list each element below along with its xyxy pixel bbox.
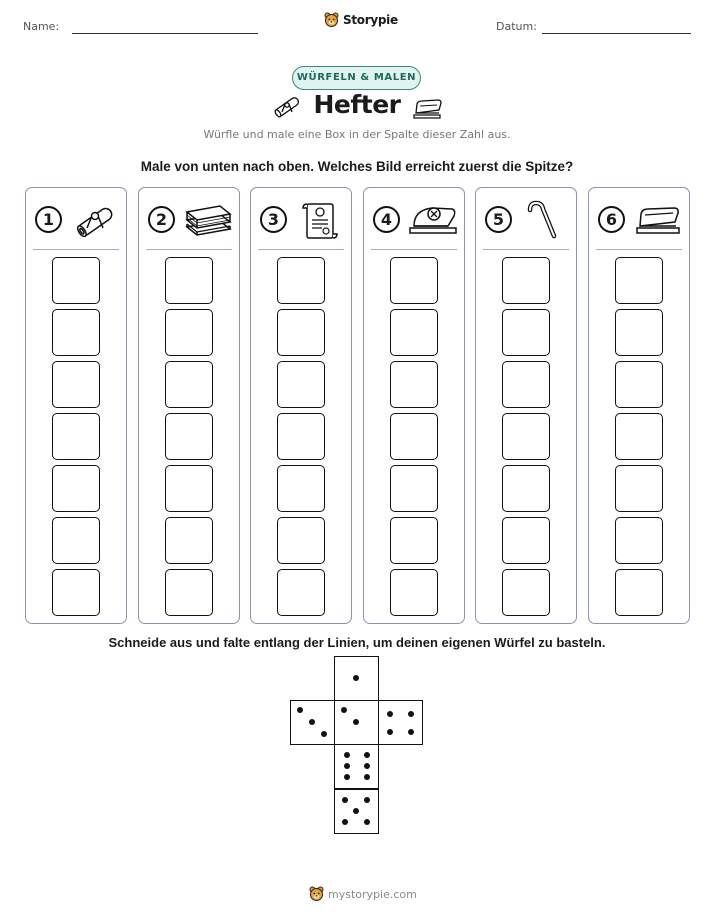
die-face-5: [378, 700, 423, 745]
column-divider: [483, 249, 569, 250]
pip: [387, 711, 393, 717]
color-box[interactable]: [502, 413, 550, 460]
column-divider: [371, 249, 457, 250]
pip: [341, 707, 347, 713]
stapler-icon: [633, 200, 683, 240]
page-title: Hefter: [313, 90, 401, 119]
pip: [309, 719, 315, 725]
color-box[interactable]: [502, 309, 550, 356]
pip: [342, 797, 348, 803]
die-face-5-bottom: [334, 789, 379, 834]
bear-mascot-icon: [309, 886, 324, 902]
rolled-diploma-icon: [70, 200, 120, 240]
activity-badge: WÜRFELN & MALEN: [292, 66, 421, 90]
column-4: [363, 187, 465, 624]
color-box[interactable]: [502, 361, 550, 408]
pip: [344, 752, 350, 758]
brand-logo: [324, 12, 398, 28]
color-box[interactable]: [52, 257, 100, 304]
column-3: [250, 187, 352, 624]
color-box[interactable]: [165, 413, 213, 460]
number-badge: 4: [373, 206, 400, 233]
color-box[interactable]: [390, 257, 438, 304]
pip: [353, 675, 359, 681]
number-badge: 3: [260, 206, 287, 233]
color-box[interactable]: [502, 517, 550, 564]
pip: [364, 774, 370, 780]
instruction-text: Male von unten nach oben. Welches Bild erreicht zuerst die Spitze?: [140, 159, 574, 174]
color-box[interactable]: [615, 257, 663, 304]
name-label: Name:: [23, 20, 60, 33]
die-face-1: [334, 656, 379, 701]
color-box[interactable]: [390, 517, 438, 564]
color-box[interactable]: [615, 309, 663, 356]
color-box[interactable]: [390, 465, 438, 512]
certificate-scroll-icon: [295, 200, 345, 240]
pip: [353, 719, 359, 725]
color-box[interactable]: [52, 413, 100, 460]
name-line: [72, 33, 258, 34]
date-line: [542, 33, 691, 34]
brand-name: Storypie: [343, 13, 398, 27]
color-box[interactable]: [277, 309, 325, 356]
die-face-6: [334, 744, 379, 789]
pip: [344, 774, 350, 780]
paper-stack-icon: [183, 200, 233, 240]
color-box[interactable]: [165, 517, 213, 564]
color-box[interactable]: [277, 517, 325, 564]
bear-mascot-icon: [324, 12, 339, 28]
pip: [353, 808, 359, 814]
footer: [309, 886, 417, 902]
color-box[interactable]: [165, 465, 213, 512]
color-box[interactable]: [615, 465, 663, 512]
pip: [408, 729, 414, 735]
color-box[interactable]: [277, 465, 325, 512]
column-1: [25, 187, 127, 624]
color-box[interactable]: [502, 257, 550, 304]
column-6: [588, 187, 690, 624]
cane-icon: [520, 200, 570, 240]
color-box[interactable]: [165, 309, 213, 356]
pip: [408, 711, 414, 717]
color-box[interactable]: [277, 413, 325, 460]
pip: [344, 763, 350, 769]
pip: [364, 763, 370, 769]
color-box[interactable]: [502, 465, 550, 512]
color-box[interactable]: [165, 361, 213, 408]
column-divider: [258, 249, 344, 250]
color-box[interactable]: [52, 465, 100, 512]
number-badge: 2: [148, 206, 175, 233]
column-header: [364, 188, 464, 250]
pip: [342, 819, 348, 825]
pip: [364, 752, 370, 758]
color-box[interactable]: [615, 361, 663, 408]
stapler-top-icon: [408, 200, 458, 240]
color-box[interactable]: [615, 569, 663, 616]
pip: [387, 729, 393, 735]
die-face-2: [334, 700, 379, 745]
column-header: [26, 188, 126, 250]
die-face-3: [290, 700, 335, 745]
pip: [364, 797, 370, 803]
color-box[interactable]: [390, 361, 438, 408]
number-badge: 5: [485, 206, 512, 233]
pip: [364, 819, 370, 825]
column-divider: [146, 249, 232, 250]
color-box[interactable]: [52, 517, 100, 564]
pip: [297, 707, 303, 713]
color-box[interactable]: [390, 309, 438, 356]
subtitle: Würfle und male eine Box in der Spalte dieser Zahl aus.: [203, 128, 511, 141]
column-header: [476, 188, 576, 250]
column-divider: [33, 249, 119, 250]
column-divider: [596, 249, 682, 250]
stapler-icon: [411, 96, 443, 120]
column-header: [251, 188, 351, 250]
color-box[interactable]: [390, 569, 438, 616]
color-box[interactable]: [165, 257, 213, 304]
date-label: Datum:: [496, 20, 537, 33]
color-box[interactable]: [52, 309, 100, 356]
number-badge: 6: [598, 206, 625, 233]
color-box[interactable]: [52, 569, 100, 616]
rolled-diploma-icon: [271, 94, 303, 120]
number-badge: 1: [35, 206, 62, 233]
color-box[interactable]: [615, 517, 663, 564]
color-box[interactable]: [615, 413, 663, 460]
cut-instruction: Schneide aus und falte entlang der Linien, um deinen eigenen Würfel zu basteln.: [108, 635, 606, 650]
color-box[interactable]: [52, 361, 100, 408]
column-header: [589, 188, 689, 250]
column-5: [475, 187, 577, 624]
color-box[interactable]: [277, 257, 325, 304]
color-box[interactable]: [277, 361, 325, 408]
color-box[interactable]: [502, 569, 550, 616]
color-box[interactable]: [277, 569, 325, 616]
column-header: [139, 188, 239, 250]
column-2: [138, 187, 240, 624]
color-box[interactable]: [165, 569, 213, 616]
color-box[interactable]: [390, 413, 438, 460]
footer-url: mystorypie.com: [328, 887, 417, 901]
pip: [321, 731, 327, 737]
